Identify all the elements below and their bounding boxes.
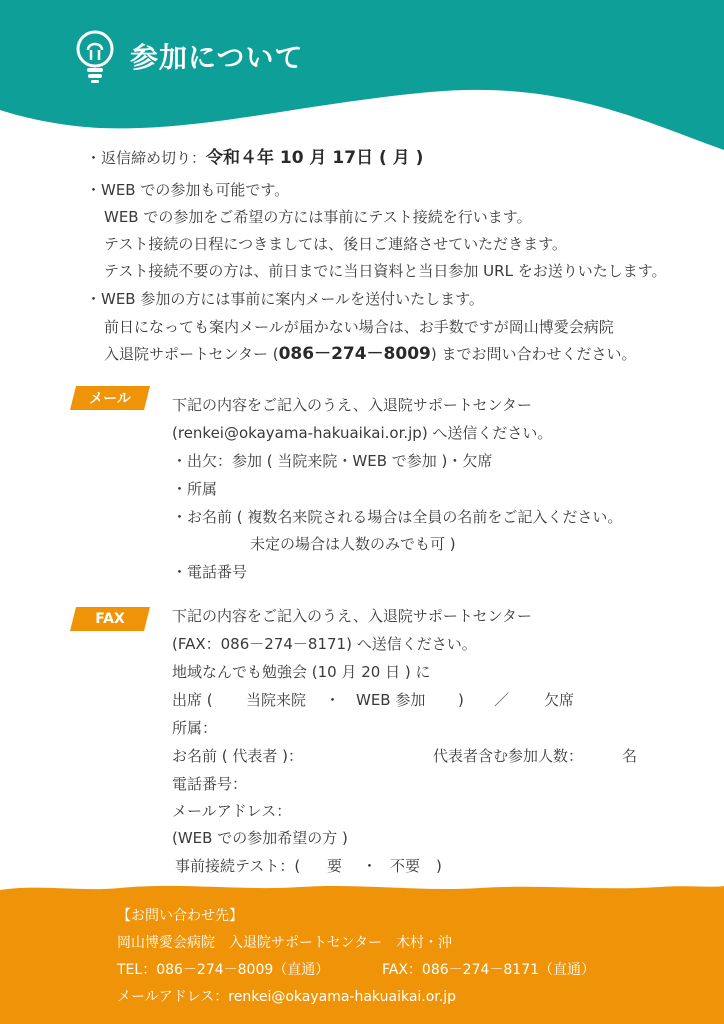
footer-email: メールアドレス：renkei@okayama-hakuaikai.or.jp bbox=[117, 989, 456, 1005]
fax-test-label: 事前接続テスト：( bbox=[175, 857, 301, 875]
fax-absent-option: 欠席 bbox=[544, 691, 575, 709]
web-ok-text: ・WEB での参加も可能です。 bbox=[86, 181, 290, 199]
page-title: 参加について bbox=[130, 41, 304, 74]
mail-line-2-post: ) までお問い合わせください。 bbox=[430, 345, 637, 363]
fax-instruction-2: (FAX：086－274－8171) へ送信ください。 bbox=[172, 635, 477, 653]
footer-heading: 【お問い合わせ先】 bbox=[117, 908, 243, 924]
footer-fax: FAX：086－274－8171（直通） bbox=[382, 962, 596, 978]
mail-item-name-note: 未定の場合は人数のみでも可 ) bbox=[250, 535, 456, 553]
deadline-row bbox=[86, 148, 423, 168]
mail-item-phone: ・電話番号 bbox=[172, 563, 248, 581]
fax-attend-separator: ・ bbox=[325, 691, 341, 709]
mail-instruction-2: (renkei@okayama-hakuaikai.or.jp) へ送信ください。 bbox=[172, 424, 553, 442]
mail-notice-text: ・WEB 参加の方には事前に案内メールを送付いたします。 bbox=[86, 290, 484, 308]
fax-count-label: 代表者含む参加人数： bbox=[433, 747, 584, 765]
mail-line-2 bbox=[104, 344, 637, 364]
support-phone: 086－274－8009 bbox=[278, 344, 431, 364]
fax-event-line: 地域なんでも勉強会 (10 月 20 日 ) に bbox=[172, 663, 431, 681]
fax-attend-option-web: WEB 参加 bbox=[356, 691, 426, 709]
footer-organization: 岡山博愛会病院 入退院サポートセンター 木村・沖 bbox=[117, 935, 453, 951]
fax-attend-close: ) bbox=[458, 691, 464, 709]
web-line-1: WEB での参加をご希望の方には事前にテスト接続を行います。 bbox=[104, 208, 532, 226]
mail-line-2-pre: 入退院サポートセンター ( bbox=[104, 345, 279, 363]
fax-instruction-1: 下記の内容をご記入のうえ、入退院サポートセンター bbox=[172, 607, 532, 625]
fax-test-close: ) bbox=[436, 857, 442, 875]
fax-count-unit: 名 bbox=[622, 747, 638, 765]
footer-tel: TEL：086－274－8009（直通） bbox=[117, 962, 330, 978]
mail-item-affiliation: ・所属 bbox=[172, 480, 218, 498]
mail-tag: メール bbox=[70, 386, 150, 410]
fax-test-no: 不要 bbox=[390, 857, 421, 875]
fax-name-label: お名前 ( 代表者 )： bbox=[172, 747, 304, 765]
fax-email-label: メールアドレス： bbox=[172, 802, 292, 820]
web-line-2: テスト接続の日程につきましては、後日ご連絡させていただきます。 bbox=[104, 235, 567, 253]
fax-attend-option-visit: 当院来院 bbox=[246, 691, 307, 709]
mail-item-attendance: ・出欠：参加 ( 当院来院・WEB で参加 )・欠席 bbox=[172, 452, 493, 470]
mail-item-name: ・お名前 ( 複数名来院される場合は全員の名前をご記入ください。 bbox=[172, 508, 623, 526]
fax-email-note: (WEB での参加希望の方 ) bbox=[172, 829, 348, 847]
mail-line-1: 前日になっても案内メールが届かない場合は、お手数ですが岡山博愛会病院 bbox=[104, 318, 614, 336]
deadline-value: 令和４年 10 月 17日 ( 月 ) bbox=[206, 148, 424, 168]
fax-test-yes: 要 bbox=[327, 857, 343, 875]
fax-tag: FAX bbox=[70, 607, 150, 631]
fax-affiliation-label: 所属： bbox=[172, 719, 218, 737]
fax-attend-label: 出席 ( bbox=[172, 691, 213, 709]
mail-instruction-1: 下記の内容をご記入のうえ、入退院サポートセンター bbox=[172, 396, 532, 414]
web-line-3: テスト接続不要の方は、前日までに当日資料と当日参加 URL をお送りいたします。 bbox=[104, 262, 667, 280]
fax-phone-label: 電話番号： bbox=[172, 775, 248, 793]
fax-attend-slash: ／ bbox=[494, 691, 510, 709]
fax-test-separator: ・ bbox=[362, 857, 378, 875]
lightbulb-icon bbox=[72, 28, 118, 84]
deadline-label: ・返信締め切り： bbox=[86, 149, 207, 167]
